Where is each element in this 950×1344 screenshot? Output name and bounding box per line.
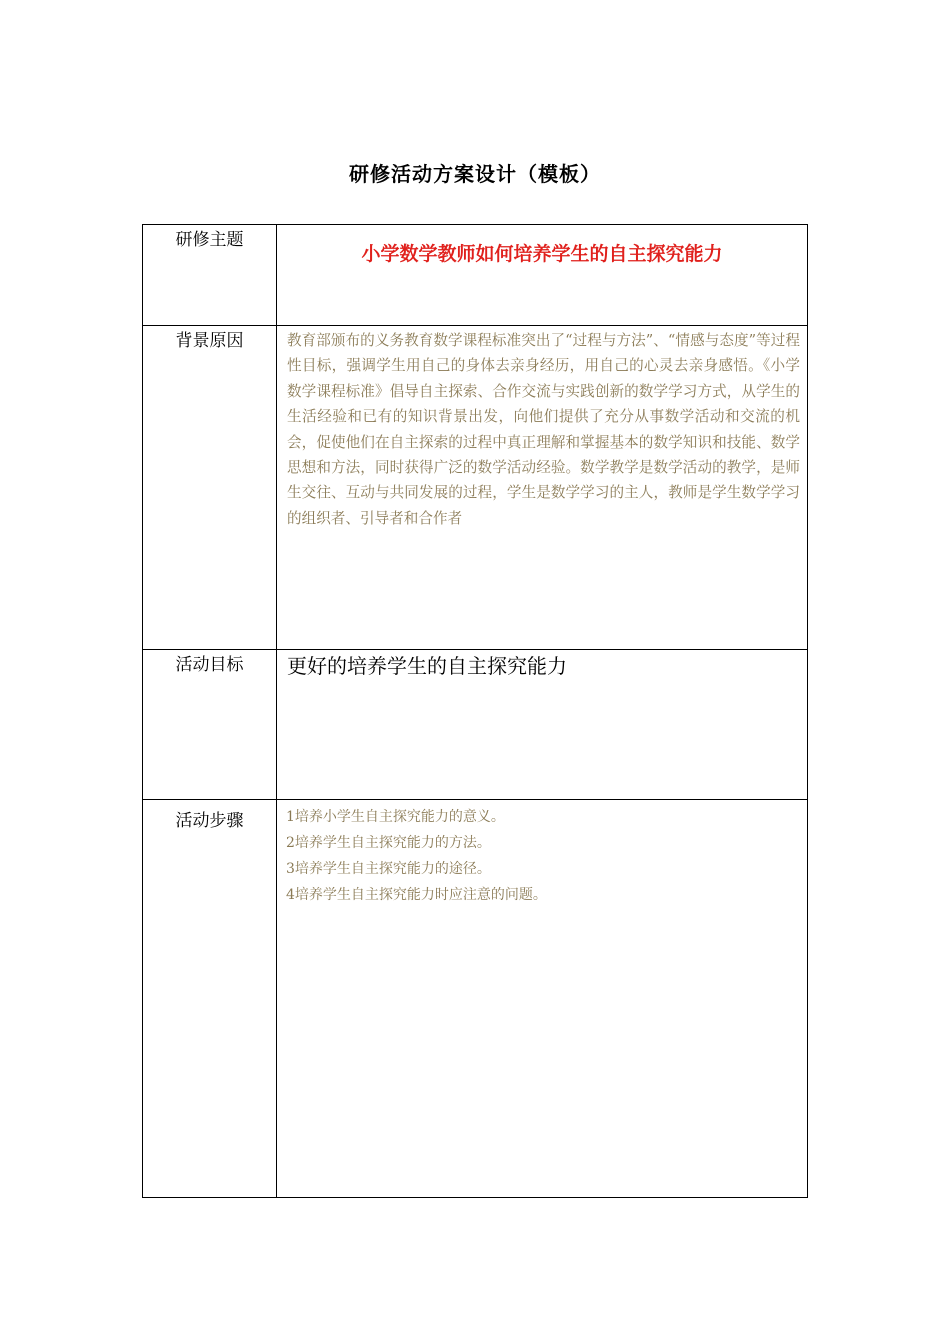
background-row (143, 326, 808, 650)
steps-row (143, 800, 808, 1198)
topic-cell (277, 225, 808, 326)
steps-list (277, 800, 807, 908)
list-item: 4培养学生自主探究能力时应注意的问题。 (286, 887, 547, 903)
goal-cell (277, 650, 808, 800)
document-title: 研修活动方案设计（模板） (349, 162, 601, 186)
list-item: 2培养学生自主探究能力的方法。 (286, 835, 491, 851)
steps-cell (277, 800, 808, 1198)
topic-value: 小学数学教师如何培养学生的自主探究能力 (361, 243, 723, 265)
goal-label: 活动目标 (143, 650, 277, 800)
goal-row (143, 650, 808, 800)
list-item: 1培养小学生自主探究能力的意义。 (286, 809, 505, 825)
plan-table (142, 224, 808, 1198)
steps-label: 活动步骤 (143, 800, 277, 1198)
background-value: 教育部颁布的义务教育数学课程标准突出了“过程与方法”、“情感与态度”等过程性目标，强调学生用自己的身体去亲身经历，用自己的心灵去亲身感悟。《小学数学课程标准》倡导自主探索、合作交流与实践创新的数学学习方式，从学生的生活经验和已有的知识背景出发，向他们提供了充分从事数学活动和交流的机会，促使他们在自主探索的过程中真正理解和掌握基本的数学知识和技能、数学思想和方法，同时获得广泛的数学活动经验。数学教学是数学活动的教学，是师生交往、互动与共同发展的过程，学生是数学学习的主人，教师是学生数学学习的组织者、引导者和合作者 (287, 332, 800, 527)
goal-value: 更好的培养学生的自主探究能力 (287, 654, 567, 678)
background-cell (277, 326, 808, 650)
background-label: 背景原因 (143, 326, 277, 650)
topic-label: 研修主题 (143, 225, 277, 326)
topic-row (143, 225, 808, 326)
list-item: 3培养学生自主探究能力的途径。 (286, 861, 491, 877)
